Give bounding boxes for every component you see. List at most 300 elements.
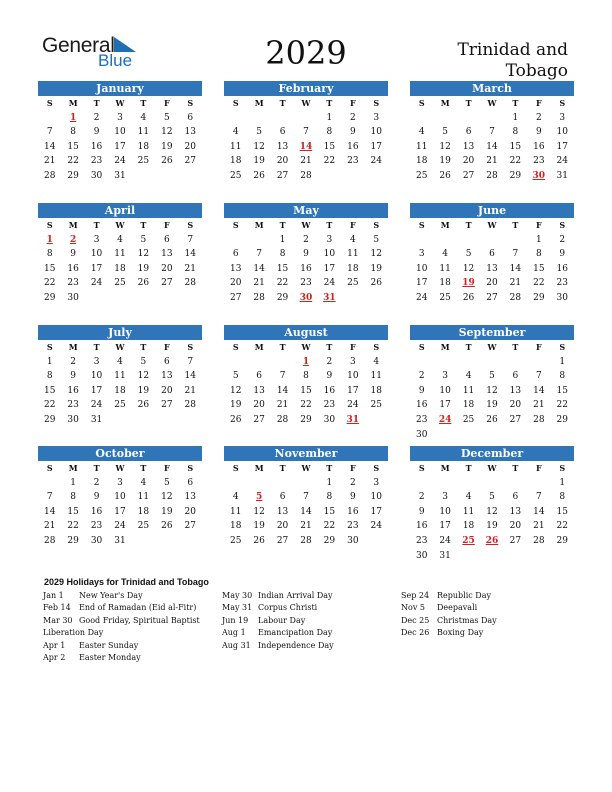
day-cell: 31 [323, 292, 336, 303]
weekday-label: T [93, 342, 100, 352]
holiday-date: Apr 1 [43, 640, 66, 650]
day-cell [179, 291, 202, 306]
day-cell: 26 [161, 521, 173, 532]
day-cell: 21 [184, 385, 196, 396]
day-cell: 23 [90, 521, 103, 532]
day-cell [85, 428, 108, 443]
week-row [224, 534, 388, 549]
day-cell: 27 [509, 414, 522, 425]
weekday-label: T [279, 220, 286, 230]
day-cell: 2 [418, 371, 425, 382]
day-cell: 21 [533, 400, 545, 411]
day-cell: 15 [533, 263, 545, 274]
day-cell [38, 306, 61, 321]
day-cell [224, 306, 247, 321]
holiday-name: Republic Day [437, 591, 491, 600]
holiday-date: May 30 [222, 591, 253, 600]
day-cell: 30 [67, 292, 79, 303]
day-cell [294, 428, 317, 443]
weekday-label: W [115, 220, 125, 230]
day-cell: 2 [93, 112, 100, 123]
day-cell [433, 476, 456, 491]
day-cell: 15 [556, 506, 568, 517]
day-cell [247, 549, 270, 564]
day-cell [247, 428, 270, 443]
day-cell: 7 [512, 249, 519, 260]
day-cell [527, 549, 550, 564]
week-row [224, 262, 388, 277]
day-cell: 16 [67, 263, 79, 274]
day-cell [341, 428, 364, 443]
day-cell: 31 [114, 170, 126, 181]
day-cell [341, 306, 364, 321]
day-cell: 12 [439, 141, 451, 152]
holiday-date: Jun 19 [222, 615, 249, 625]
day-cell [480, 355, 503, 370]
day-cell [294, 476, 317, 491]
weekday-label: S [187, 98, 194, 108]
day-cell [155, 306, 178, 321]
weekday-row [38, 218, 202, 233]
weekday-label: S [46, 463, 53, 473]
day-cell: 5 [163, 112, 170, 123]
day-cell: 26 [137, 278, 150, 289]
week-row [224, 505, 388, 520]
weekday-label: F [163, 342, 170, 352]
day-cell: 18 [462, 521, 475, 532]
day-cell [271, 476, 294, 491]
day-cell: 9 [93, 492, 100, 503]
day-cell: 12 [253, 141, 265, 152]
day-cell [38, 476, 61, 491]
day-cell: 25 [347, 278, 359, 289]
day-cell: 6 [279, 127, 286, 138]
day-cell: 25 [462, 535, 475, 546]
weekday-label: T [512, 98, 519, 108]
day-cell: 23 [67, 278, 79, 289]
day-cell: 19 [370, 263, 382, 274]
weekday-label: F [535, 342, 542, 352]
day-cell: 11 [415, 141, 428, 152]
day-cell: 10 [90, 249, 103, 260]
day-cell: 26 [253, 535, 265, 546]
day-cell: 17 [347, 385, 359, 396]
day-cell: 17 [114, 141, 126, 152]
logo-general: General [42, 34, 115, 57]
day-cell: 14 [276, 385, 289, 396]
day-cell: 9 [326, 371, 333, 382]
day-cell: 10 [556, 127, 568, 138]
weekday-row [410, 218, 574, 233]
day-cell: 8 [303, 371, 309, 382]
day-cell: 4 [117, 356, 123, 367]
weekday-label: W [115, 463, 125, 473]
day-cell: 14 [533, 385, 545, 396]
day-cell: 31 [346, 414, 360, 425]
weekday-row [38, 461, 202, 476]
weekday-label: F [349, 98, 356, 108]
day-cell [155, 291, 178, 306]
week-row [224, 111, 388, 126]
day-cell: 7 [303, 492, 309, 503]
weekday-label: F [349, 463, 356, 473]
day-cell [271, 549, 294, 564]
holiday-name: End of Ramadan (Eid al-Fitr) [79, 603, 197, 613]
day-cell: 23 [415, 535, 428, 546]
day-cell [457, 355, 480, 370]
day-cell [108, 184, 131, 199]
holiday-name: Easter Sunday [79, 640, 139, 650]
month-august [224, 325, 388, 442]
day-cell [410, 111, 433, 126]
day-cell: 8 [326, 127, 333, 138]
day-cell [457, 111, 480, 126]
week-row [224, 306, 388, 321]
weekday-label: S [373, 463, 380, 473]
week-row [38, 355, 202, 370]
day-cell: 1 [326, 477, 333, 488]
day-cell: 13 [276, 141, 289, 152]
day-cell [480, 306, 503, 321]
weekday-label: T [326, 463, 333, 473]
day-cell: 18 [114, 385, 126, 396]
weekday-label: T [140, 98, 147, 108]
day-cell: 15 [300, 385, 312, 396]
week-row [410, 154, 574, 169]
day-cell [61, 428, 84, 443]
day-cell: 10 [439, 506, 451, 517]
day-cell: 10 [370, 492, 382, 503]
day-cell: 7 [46, 492, 53, 503]
weekday-label: S [559, 463, 566, 473]
day-cell: 7 [489, 127, 495, 138]
day-cell: 14 [253, 263, 265, 274]
day-cell: 21 [184, 263, 196, 274]
day-cell [480, 549, 503, 564]
day-cell: 27 [486, 292, 498, 303]
day-cell: 11 [114, 249, 126, 260]
day-cell: 27 [161, 400, 173, 411]
weekday-label: M [254, 342, 264, 352]
day-cell: 11 [114, 371, 126, 382]
day-cell: 28 [300, 535, 312, 546]
day-cell [38, 549, 61, 564]
weekday-label: M [440, 463, 450, 473]
day-cell: 13 [229, 263, 242, 274]
week-row [38, 184, 202, 199]
holiday-column [401, 590, 497, 640]
day-cell: 10 [415, 263, 428, 274]
day-cell: 2 [418, 492, 425, 503]
week-row [410, 306, 574, 321]
week-row [410, 247, 574, 262]
holiday-item [222, 627, 334, 639]
day-cell: 10 [114, 492, 126, 503]
day-cell: 22 [556, 521, 568, 532]
holiday-item [222, 590, 334, 602]
day-cell [318, 306, 341, 321]
day-cell [410, 476, 433, 491]
weekday-label: S [232, 463, 239, 473]
week-row [410, 111, 574, 126]
day-cell: 8 [70, 492, 76, 503]
day-cell: 3 [373, 477, 380, 488]
day-cell: 30 [323, 414, 336, 425]
day-cell: 18 [370, 385, 382, 396]
day-cell [179, 549, 202, 564]
day-cell [480, 184, 503, 199]
weekday-label: S [46, 220, 53, 230]
month-header: December [410, 446, 574, 461]
week-row [410, 291, 574, 306]
day-cell [108, 291, 131, 306]
day-cell: 28 [43, 170, 56, 181]
day-cell: 2 [326, 356, 333, 367]
day-cell: 28 [184, 400, 196, 411]
month-header: September [410, 325, 574, 340]
day-cell: 16 [347, 506, 359, 517]
weekday-label: T [512, 220, 519, 230]
month-header: November [224, 446, 388, 461]
week-row [410, 369, 574, 384]
day-cell: 12 [462, 263, 475, 274]
day-cell: 22 [276, 278, 289, 289]
week-row [38, 111, 202, 126]
day-cell: 19 [137, 263, 150, 274]
day-cell: 23 [300, 278, 312, 289]
day-cell [365, 549, 388, 564]
day-cell [294, 111, 317, 126]
day-cell: 22 [509, 156, 522, 167]
day-cell: 22 [43, 278, 56, 289]
week-row [410, 262, 574, 277]
day-cell [38, 428, 61, 443]
day-cell: 12 [486, 506, 498, 517]
week-row [38, 247, 202, 262]
day-cell: 15 [276, 263, 289, 274]
day-cell: 14 [43, 141, 56, 152]
day-cell: 6 [512, 371, 519, 382]
day-cell: 28 [43, 535, 56, 546]
weekday-label: T [140, 342, 147, 352]
day-cell: 15 [67, 506, 79, 517]
week-row [38, 306, 202, 321]
day-cell: 23 [347, 521, 359, 532]
day-cell: 25 [415, 170, 428, 181]
day-cell [365, 534, 388, 549]
day-cell: 28 [533, 414, 545, 425]
day-cell [504, 306, 527, 321]
day-cell: 3 [559, 112, 566, 123]
day-cell: 12 [137, 249, 150, 260]
week-row [38, 384, 202, 399]
week-row [224, 276, 388, 291]
day-cell: 6 [465, 127, 472, 138]
holiday-item [401, 615, 497, 627]
week-row [38, 398, 202, 413]
day-cell: 27 [509, 535, 522, 546]
holiday-item [222, 602, 334, 614]
day-cell: 22 [67, 521, 79, 532]
month-header: February [224, 81, 388, 96]
day-cell: 19 [137, 385, 150, 396]
day-cell: 23 [323, 400, 336, 411]
holidays-title: 2029 Holidays for Trinidad and Tobago [44, 577, 209, 587]
week-row [224, 184, 388, 199]
day-cell: 3 [442, 371, 448, 382]
day-cell: 22 [323, 156, 336, 167]
day-cell: 10 [323, 249, 336, 260]
week-row [38, 233, 202, 248]
day-cell: 15 [323, 506, 336, 517]
day-cell: 7 [535, 492, 542, 503]
day-cell: 3 [117, 112, 123, 123]
day-cell [108, 428, 131, 443]
day-cell [457, 476, 480, 491]
day-cell: 20 [509, 400, 522, 411]
holiday-date: Feb 14 [43, 603, 71, 613]
day-cell: 25 [137, 156, 150, 167]
day-cell: 31 [556, 170, 568, 181]
day-cell: 20 [509, 521, 522, 532]
day-cell: 9 [70, 249, 76, 260]
week-row [410, 398, 574, 413]
day-cell: 11 [137, 492, 150, 503]
day-cell [341, 169, 364, 184]
day-cell: 24 [439, 535, 451, 546]
day-cell: 15 [556, 385, 568, 396]
day-cell: 27 [276, 535, 289, 546]
day-cell: 29 [43, 292, 56, 303]
month-march [410, 81, 574, 198]
holiday-name: Indian Arrival Day [258, 591, 333, 600]
day-cell: 12 [137, 371, 150, 382]
day-cell: 13 [509, 385, 522, 396]
day-cell: 29 [509, 170, 522, 181]
holiday-date: Dec 25 [401, 615, 430, 625]
weekday-label: T [465, 220, 472, 230]
day-cell [108, 306, 131, 321]
week-row [410, 355, 574, 370]
month-header: March [410, 81, 574, 96]
day-cell: 29 [323, 535, 336, 546]
day-cell: 3 [373, 112, 380, 123]
month-may [224, 203, 388, 320]
day-cell: 16 [323, 385, 336, 396]
day-cell: 19 [439, 156, 451, 167]
day-cell: 12 [229, 385, 242, 396]
day-cell: 24 [90, 278, 103, 289]
week-row [38, 490, 202, 505]
day-cell: 15 [43, 263, 56, 274]
day-cell: 25 [229, 535, 242, 546]
day-cell: 17 [370, 506, 382, 517]
day-cell: 23 [347, 156, 359, 167]
weekday-label: M [254, 98, 264, 108]
holiday-item [43, 602, 200, 614]
day-cell: 21 [43, 156, 56, 167]
day-cell: 4 [373, 356, 380, 367]
week-row [410, 233, 574, 248]
day-cell: 22 [300, 400, 312, 411]
week-row [410, 519, 574, 534]
day-cell: 21 [276, 400, 289, 411]
day-cell: 4 [140, 477, 147, 488]
day-cell [61, 306, 84, 321]
week-row [410, 384, 574, 399]
day-cell: 6 [187, 112, 194, 123]
day-cell [410, 233, 433, 248]
day-cell [155, 549, 178, 564]
holiday-name: Christmas Day [437, 615, 497, 625]
day-cell: 20 [184, 141, 196, 152]
week-row [38, 505, 202, 520]
day-cell: 16 [415, 400, 428, 411]
day-cell [480, 428, 503, 443]
month-december [410, 446, 574, 563]
week-row [224, 490, 388, 505]
day-cell [85, 184, 108, 199]
weekday-label: S [418, 463, 425, 473]
weekday-label: W [301, 98, 311, 108]
week-row [38, 154, 202, 169]
day-cell: 25 [114, 400, 126, 411]
day-cell [318, 428, 341, 443]
day-cell: 1 [559, 356, 566, 367]
day-cell: 13 [161, 249, 173, 260]
weekday-label: T [512, 342, 519, 352]
holiday-column [43, 590, 200, 664]
weekday-label: W [115, 98, 125, 108]
day-cell [551, 428, 574, 443]
day-cell [527, 184, 550, 199]
day-cell [294, 184, 317, 199]
weekday-label: M [68, 220, 78, 230]
holiday-name: Corpus Christi [258, 603, 318, 613]
day-cell [85, 291, 108, 306]
weekday-label: T [465, 463, 472, 473]
day-cell: 11 [462, 506, 475, 517]
day-cell: 27 [184, 521, 196, 532]
day-cell: 28 [486, 170, 498, 181]
week-row [38, 276, 202, 291]
day-cell: 9 [535, 127, 542, 138]
holiday-date: Jan 1 [43, 591, 64, 600]
weekday-label: S [559, 342, 566, 352]
day-cell [224, 111, 247, 126]
weekday-label: T [140, 220, 147, 230]
week-row [224, 247, 388, 262]
day-cell [457, 428, 480, 443]
day-cell [410, 306, 433, 321]
day-cell: 18 [415, 156, 428, 167]
day-cell: 3 [326, 234, 333, 245]
day-cell [365, 169, 388, 184]
day-cell [365, 291, 388, 306]
day-cell: 11 [370, 371, 382, 382]
day-cell: 24 [114, 156, 126, 167]
week-row [410, 428, 574, 443]
weekday-row [224, 218, 388, 233]
day-cell [433, 306, 456, 321]
day-cell: 30 [347, 535, 359, 546]
day-cell: 3 [93, 234, 100, 245]
month-february [224, 81, 388, 198]
day-cell: 13 [509, 506, 522, 517]
day-cell [410, 355, 433, 370]
day-cell: 8 [535, 249, 542, 260]
holiday-name: Good Friday, Spiritual Baptist [79, 615, 200, 625]
